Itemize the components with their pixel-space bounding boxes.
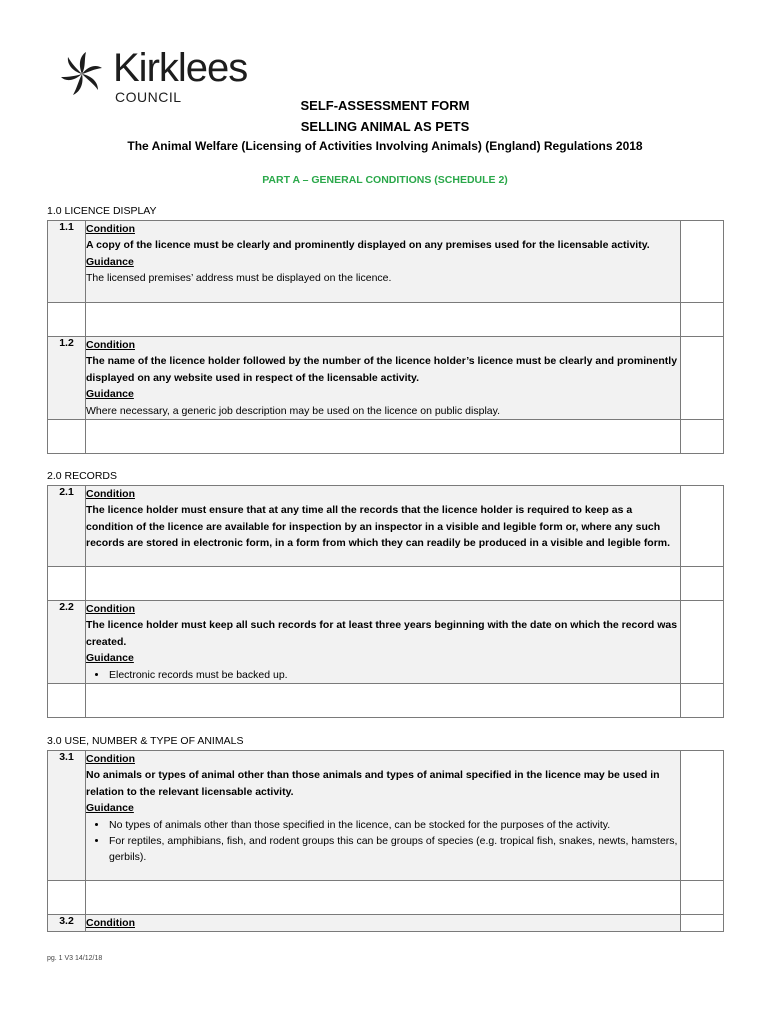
section-heading: 1.0 LICENCE DISPLAY <box>47 205 157 217</box>
condition-label: Condition <box>86 339 135 351</box>
guidance-label: Guidance <box>86 255 134 268</box>
condition-number: 1.2 <box>48 337 86 420</box>
answer-row <box>48 420 724 454</box>
response-cell[interactable] <box>681 486 724 567</box>
condition-label: Condition <box>86 223 135 235</box>
condition-number: 2.2 <box>48 601 86 684</box>
section-heading: 3.0 USE, NUMBER & TYPE OF ANIMALS <box>47 735 244 747</box>
condition-body <box>86 915 681 932</box>
condition-body <box>86 221 681 303</box>
condition-text: No animals or types of animal other than those animals and types of animal specified in the licence may be used in relation to the relevant licensable activity. <box>86 769 660 798</box>
guidance-bullet: • No types of animals other than those specified in the licence, can be stocked for the purposes of the activity. <box>108 817 680 833</box>
form-subtitle: SELLING ANIMAL AS PETS <box>300 119 470 134</box>
condition-text: The name of the licence holder followed by the number of the licence holder’s licence must be clearly and prominently displayed on any website used in respect of the licensable activity. <box>86 355 678 384</box>
part-heading: PART A – GENERAL CONDITIONS (SCHEDULE 2) <box>262 174 508 186</box>
section-table <box>47 485 724 718</box>
guidance-list <box>86 817 680 866</box>
section-heading: 2.0 RECORDS <box>47 470 118 482</box>
condition-row <box>48 486 724 567</box>
response-cell[interactable] <box>681 751 724 881</box>
regulation-title: The Animal Welfare (Licensing of Activities Involving Animals) (England) Regulations 2018 <box>127 139 643 153</box>
guidance-list <box>86 667 680 683</box>
form-title: SELF-ASSESSMENT FORM <box>300 98 470 113</box>
answer-input-cell[interactable] <box>86 684 681 718</box>
response-cell[interactable] <box>681 915 724 932</box>
answer-tick-cell[interactable] <box>681 567 724 601</box>
condition-number: 1.1 <box>48 221 86 303</box>
condition-row <box>48 751 724 881</box>
condition-text: A copy of the licence must be clearly and prominently displayed on any premises used for the licensable activity. <box>86 239 650 252</box>
answer-row <box>48 881 724 915</box>
answer-tick-cell[interactable] <box>681 881 724 915</box>
condition-label: Condition <box>86 917 135 929</box>
page-footer: pg. 1 V3 14/12/18 <box>47 955 103 962</box>
condition-row <box>48 601 724 684</box>
answer-row <box>48 684 724 718</box>
response-cell[interactable] <box>681 221 724 303</box>
condition-number: 3.1 <box>48 751 86 881</box>
condition-text: The licence holder must ensure that at any time all the records that the licence holder is required to keep as a condition of the licence are available for inspection by an inspector in a visible and legible form or, where any such records are stored in electronic form, in a form from which they can readily be produced in a visible and legible form. <box>86 504 671 550</box>
condition-body <box>86 751 681 881</box>
answer-number-cell <box>48 684 86 718</box>
condition-body <box>86 337 681 420</box>
answer-number-cell <box>48 303 86 337</box>
section-table <box>47 220 724 454</box>
condition-row <box>48 337 724 420</box>
guidance-label: Guidance <box>86 652 134 665</box>
answer-input-cell[interactable] <box>86 881 681 915</box>
condition-label: Condition <box>86 603 135 615</box>
answer-input-cell[interactable] <box>86 303 681 337</box>
section-table <box>47 750 724 932</box>
response-cell[interactable] <box>681 337 724 420</box>
condition-label: Condition <box>86 488 135 500</box>
answer-tick-cell[interactable] <box>681 303 724 337</box>
condition-number: 3.2 <box>48 915 86 932</box>
guidance-label: Guidance <box>86 802 134 815</box>
condition-number: 2.1 <box>48 486 86 567</box>
answer-input-cell[interactable] <box>86 567 681 601</box>
guidance-text: The licensed premises’ address must be displayed on the licence. <box>86 272 392 285</box>
condition-text: The licence holder must keep all such records for at least three years beginning with the date on which the record was created. <box>86 619 678 648</box>
condition-row <box>48 915 724 932</box>
guidance-label: Guidance <box>86 388 134 401</box>
answer-number-cell <box>48 567 86 601</box>
guidance-bullet: • Electronic records must be backed up. <box>108 667 680 683</box>
answer-tick-cell[interactable] <box>681 684 724 718</box>
answer-number-cell <box>48 420 86 454</box>
condition-body <box>86 486 681 567</box>
answer-number-cell <box>48 881 86 915</box>
guidance-text: Where necessary, a generic job description may be used on the licence on public display. <box>86 404 501 417</box>
logo-subtitle: COUNCIL <box>115 89 182 105</box>
response-cell[interactable] <box>681 601 724 684</box>
answer-row <box>48 567 724 601</box>
guidance-bullet: • For reptiles, amphibians, fish, and rodent groups this can be groups of species (e.g. tropical fish, snakes, newts, hamsters, gerbils). <box>108 833 680 866</box>
kirklees-swirl-icon <box>58 50 106 98</box>
condition-label: Condition <box>86 753 135 765</box>
answer-tick-cell[interactable] <box>681 420 724 454</box>
condition-body <box>86 601 681 684</box>
answer-input-cell[interactable] <box>86 420 681 454</box>
answer-row <box>48 303 724 337</box>
logo-name: Kirklees <box>113 46 248 90</box>
condition-row <box>48 221 724 303</box>
